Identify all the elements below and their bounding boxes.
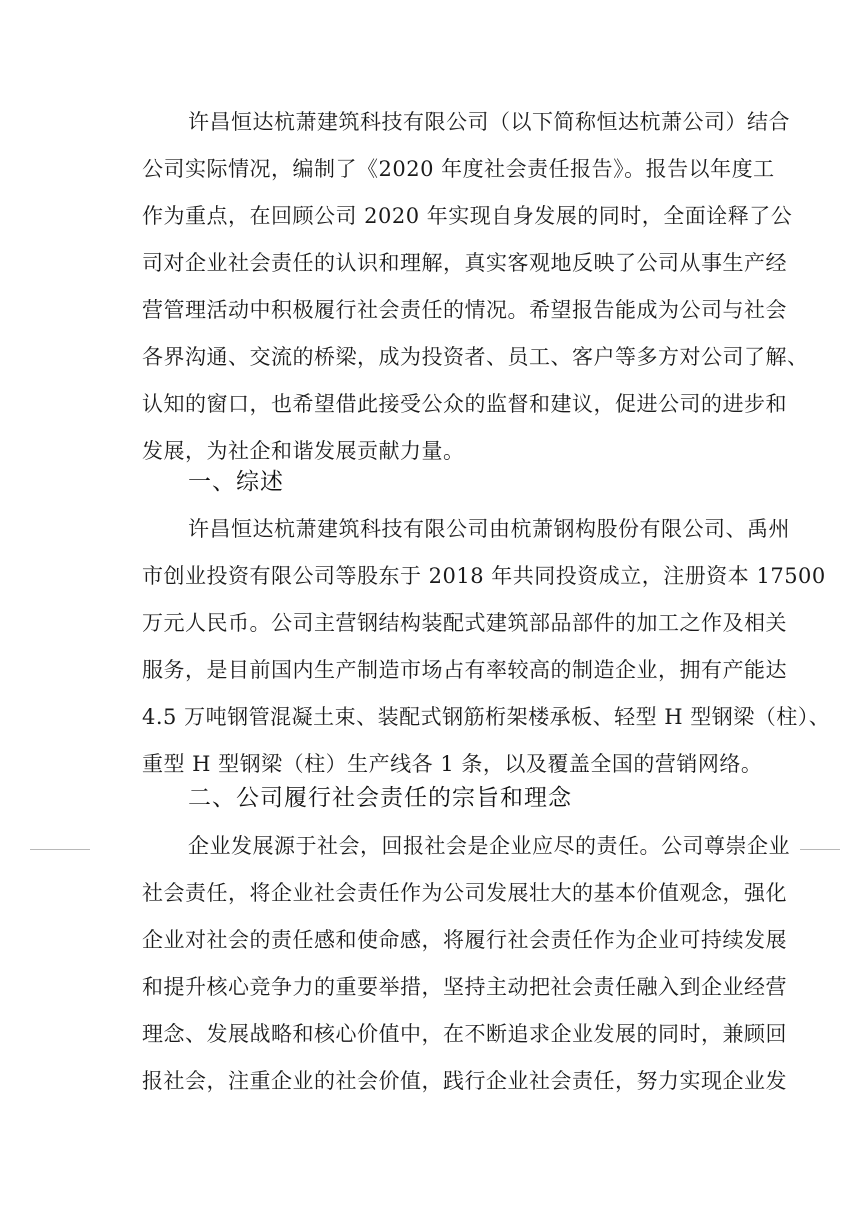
paragraph-line: 发展，为社企和谐发展贡献力量。 <box>142 439 465 463</box>
paragraph-line: 司对企业社会责任的认识和理解，真实客观地反映了公司从事生产经 <box>142 251 787 275</box>
paragraph-line: 企业对社会的责任感和使命感，将履行社会责任作为企业可持续发展 <box>142 928 787 952</box>
paragraph-line: 社会责任，将企业社会责任作为公司发展壮大的基本价值观念，强化 <box>142 881 787 905</box>
paragraph-line: 市创业投资有限公司等股东于 2018 年共同投资成立，注册资本 17500 <box>142 564 826 588</box>
paragraph-line: 营管理活动中积极履行社会责任的情况。希望报告能成为公司与社会 <box>142 298 787 322</box>
paragraph-line: 许昌恒达杭萧建筑科技有限公司由杭萧钢构股份有限公司、禹州 <box>188 517 790 541</box>
paragraph-line: 和提升核心竞争力的重要举措，坚持主动把社会责任融入到企业经营 <box>142 975 787 999</box>
paragraph-line: 企业发展源于社会，回报社会是企业应尽的责任。公司尊崇企业 <box>188 834 790 858</box>
paragraph-line: 重型 H 型钢梁（柱）生产线各 1 条，以及覆盖全国的营销网络。 <box>142 752 763 776</box>
paragraph-line: 公司实际情况，编制了《2020 年度社会责任报告》。报告以年度工 <box>142 157 775 181</box>
paragraph-line: 理念、发展战略和核心价值中，在不断追求企业发展的同时，兼顾回 <box>142 1022 787 1046</box>
paragraph-line: 万元人民币。公司主营钢结构装配式建筑部品部件的加工之作及相关 <box>142 611 787 635</box>
paragraph-line: 报社会，注重企业的社会价值，践行企业社会责任，努力实现企业发 <box>142 1069 787 1093</box>
paragraph-line: 作为重点，在回顾公司 2020 年实现自身发展的同时，全面诠释了公 <box>142 204 793 228</box>
paragraph-line: 各界沟通、交流的桥梁，成为投资者、员工、客户等多方对公司了解、 <box>142 345 809 369</box>
paragraph-line: 4.5 万吨钢管混凝土束、装配式钢筋桁架楼承板、轻型 H 型钢梁（柱）、 <box>142 705 831 729</box>
paragraph-line: 认知的窗口，也希望借此接受公众的监督和建议，促进公司的进步和 <box>142 392 787 416</box>
paragraph-line: 许昌恒达杭萧建筑科技有限公司（以下简称恒达杭萧公司）结合 <box>188 110 790 134</box>
section-heading-overview: 一、综述 <box>188 469 284 495</box>
section-heading-principles: 二、公司履行社会责任的宗旨和理念 <box>188 785 572 811</box>
scan-mark-left <box>30 849 90 850</box>
scan-mark-right <box>800 849 840 850</box>
paragraph-line: 服务，是目前国内生产制造市场占有率较高的制造企业，拥有产能达 <box>142 658 787 682</box>
